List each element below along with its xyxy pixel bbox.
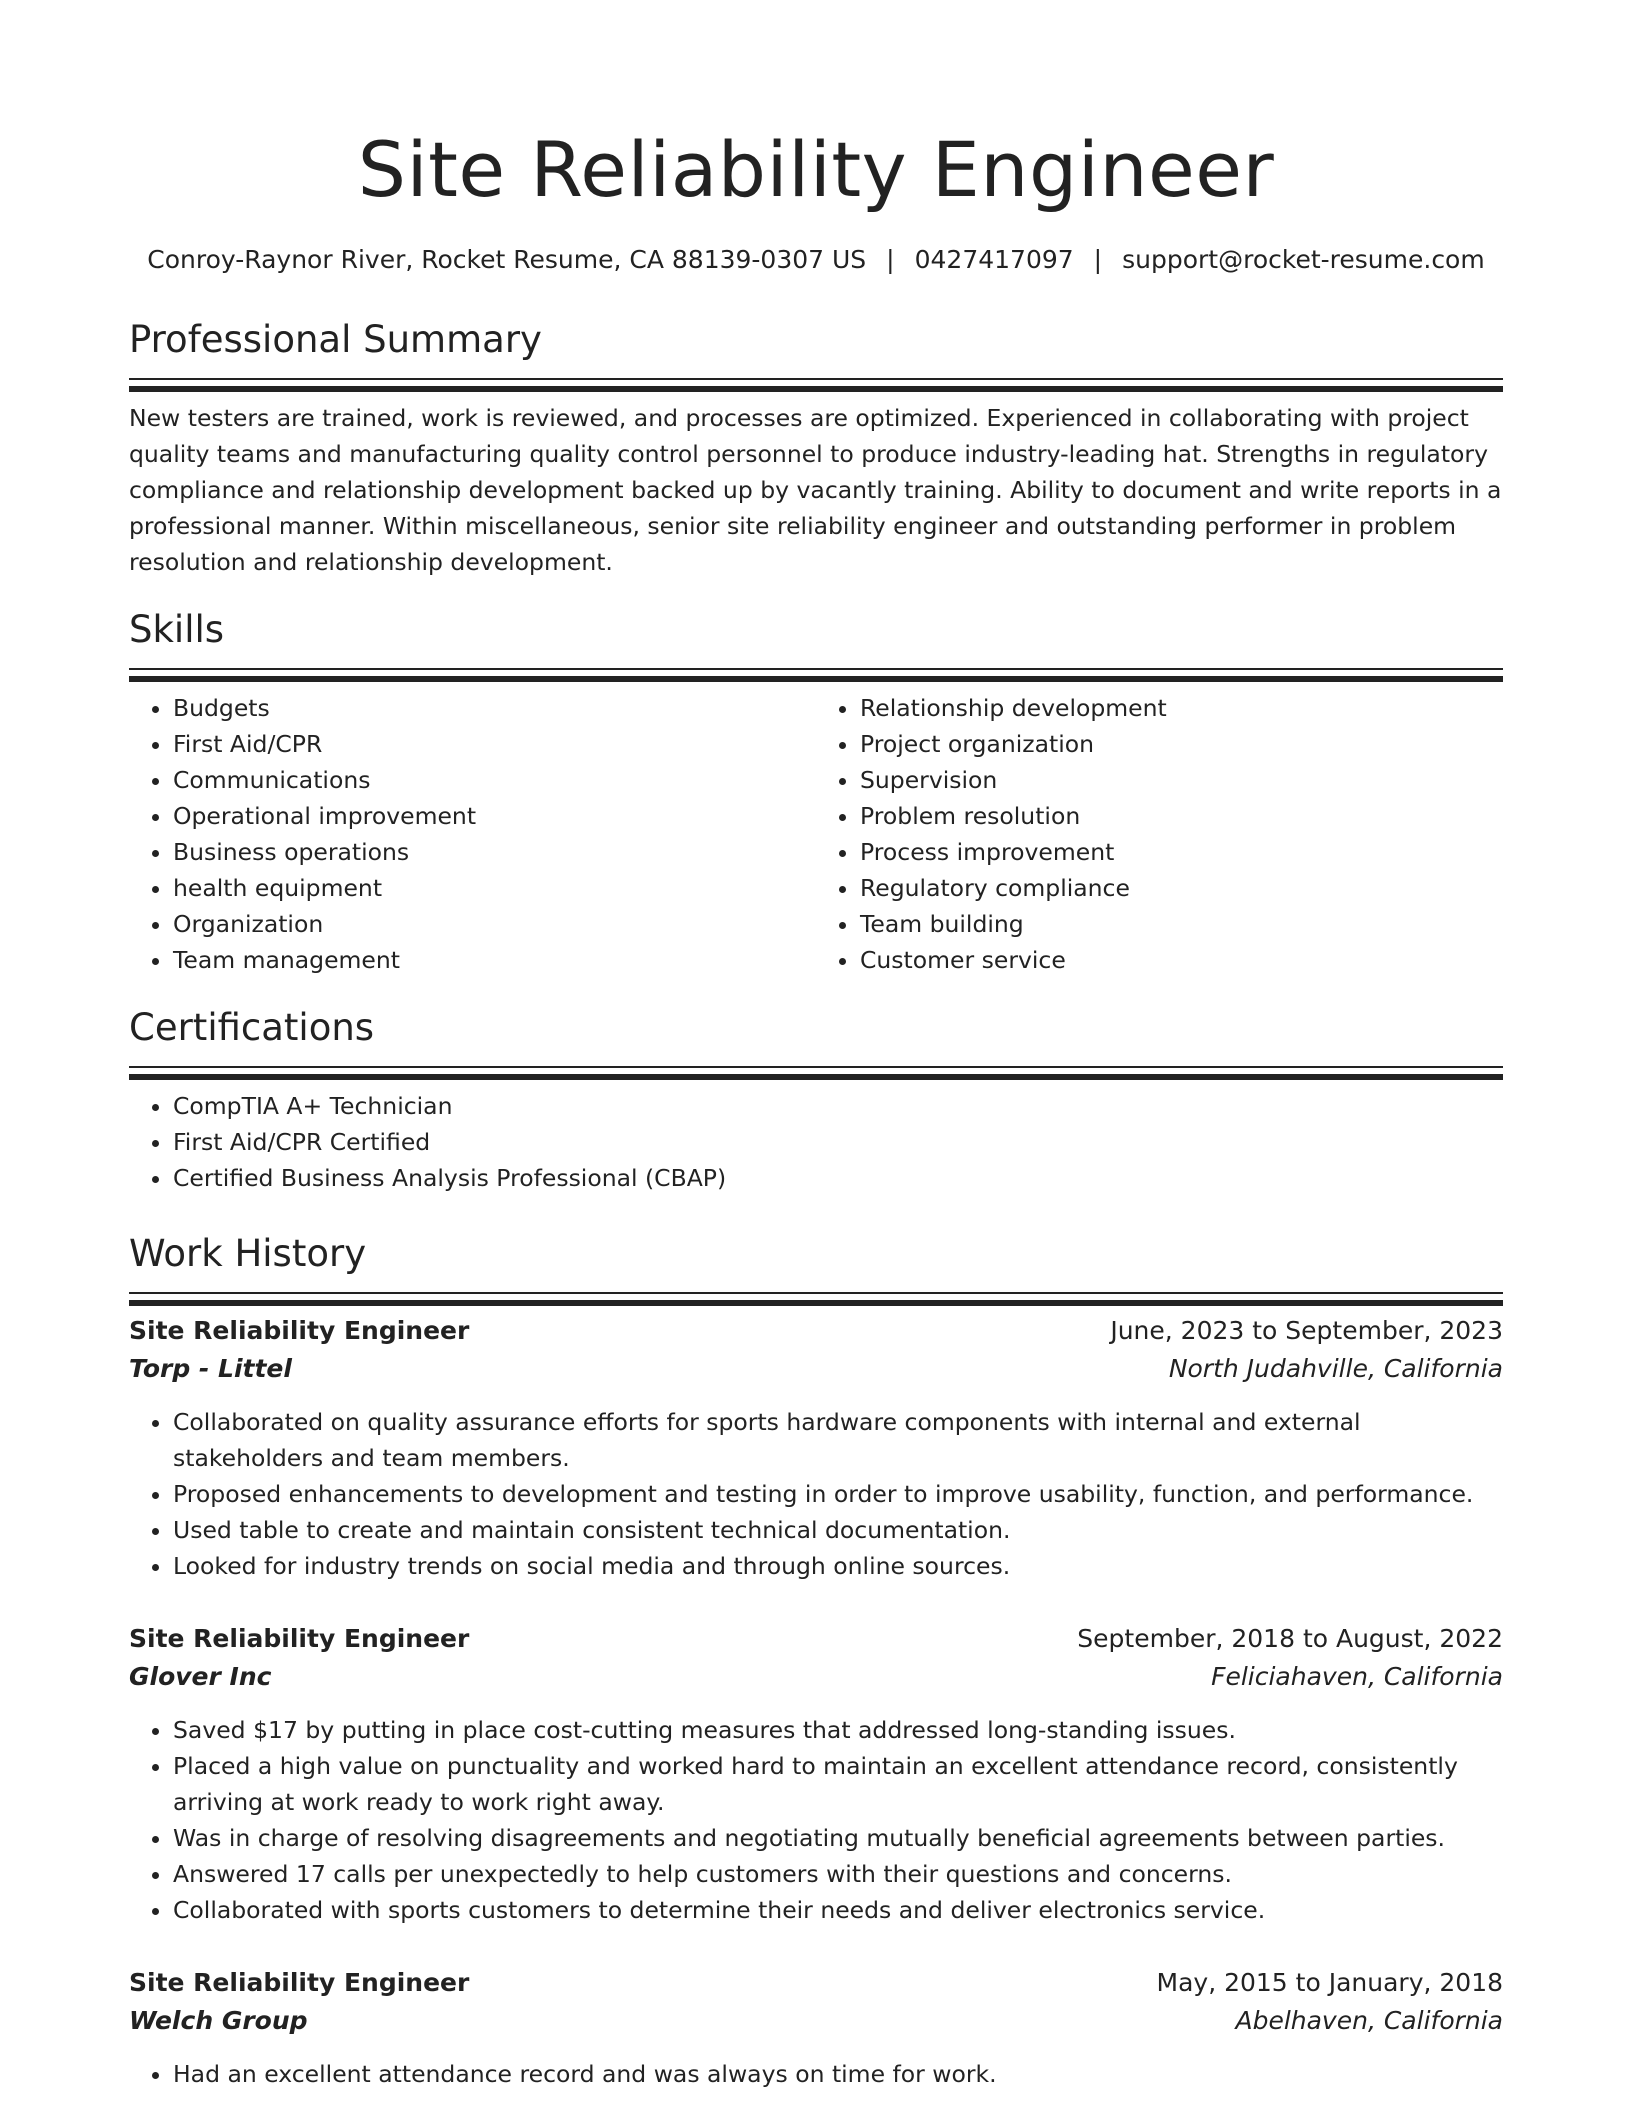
job-dates: September, 2018 to August, 2022 — [1077, 1624, 1503, 1653]
skill-item: • Communications — [173, 762, 816, 798]
section-divider — [129, 378, 1503, 380]
contact-address: Conroy-Raynor River, Rocket Resume, CA 88139-0307 US — [147, 245, 867, 274]
job-entry — [129, 1964, 1503, 2092]
skill-item: • Supervision — [860, 762, 1503, 798]
job-bullet: • Answered 17 calls per unexpectedly to help customers with their questions and concerns. — [173, 1856, 1503, 1892]
job-entry — [129, 1312, 1503, 1584]
certification-item: • CompTIA A+ Technician — [173, 1088, 1503, 1124]
section-divider — [129, 1292, 1503, 1294]
skills-grid — [129, 690, 1503, 978]
job-company: Glover Inc — [129, 1662, 272, 1691]
skill-item: • Project organization — [860, 726, 1503, 762]
skill-item: • Organization — [173, 906, 816, 942]
skill-item: • Business operations — [173, 834, 816, 870]
job-dates: June, 2023 to September, 2023 — [1110, 1316, 1503, 1345]
contact-line — [129, 244, 1503, 276]
summary-section — [129, 316, 1503, 580]
skills-section — [129, 606, 1503, 978]
resume-name: Site Reliability Engineer — [357, 125, 1275, 214]
job-title: Site Reliability Engineer — [129, 1316, 470, 1345]
job-bullet: • Proposed enhancements to development and testing in order to improve usability, function, and performance. — [173, 1476, 1503, 1512]
job-bullet: • Saved $17 by putting in place cost-cutting measures that addressed long-standing issues. — [173, 1712, 1503, 1748]
job-bullet: • Used table to create and maintain consistent technical documentation. — [173, 1512, 1503, 1548]
job-bullet: • Collaborated on quality assurance efforts for sports hardware components with internal and external stakeholders and team members. — [173, 1404, 1503, 1476]
skill-item: • Process improvement — [860, 834, 1503, 870]
skill-item: • Regulatory compliance — [860, 870, 1503, 906]
job-company: Welch Group — [129, 2006, 308, 2035]
skills-list-left — [129, 690, 816, 978]
job-location: Abelhaven, California — [1235, 2006, 1503, 2035]
summary-text: New testers are trained, work is reviewed, and processes are optimized. Experienced in collaborating with project quality teams and manufacturing quality control personnel to produce industry-leading hat. Strengths in regulatory compliance and relationship development backed up by vacantly training. Ability to document and write reports in a professional manner. Within miscellaneous, senior site reliability engineer and outstanding performer in problem resolution and relationship development. — [129, 404, 1502, 576]
skill-item: • Problem resolution — [860, 798, 1503, 834]
section-divider — [129, 1066, 1503, 1068]
skill-item: • health equipment — [173, 870, 816, 906]
work-history-section — [129, 1230, 1503, 2092]
job-entry — [129, 1620, 1503, 1928]
certification-item: • Certified Business Analysis Professional (CBAP) — [173, 1160, 1503, 1196]
job-bullet: • Was in charge of resolving disagreements and negotiating mutually beneficial agreements between parties. — [173, 1820, 1503, 1856]
job-location: Feliciahaven, California — [1211, 1662, 1503, 1691]
skill-item: • Customer service — [860, 942, 1503, 978]
job-bullet: • Looked for industry trends on social media and through online sources. — [173, 1548, 1503, 1584]
contact-separator: | — [886, 245, 895, 274]
job-bullet: • Had an excellent attendance record and was always on time for work. — [173, 2056, 1503, 2092]
skill-item: • Team management — [173, 942, 816, 978]
job-bullet: • Placed a high value on punctuality and worked hard to maintain an excellent attendance record, consistently arriving at work ready to work right away. — [173, 1748, 1503, 1820]
skills-list-right — [816, 690, 1503, 978]
job-bullets — [129, 2056, 1503, 2092]
job-location: North Judahville, California — [1168, 1354, 1503, 1383]
job-bullets — [129, 1404, 1503, 1584]
contact-separator: | — [1093, 245, 1103, 274]
skill-item: • First Aid/CPR — [173, 726, 816, 762]
job-company: Torp - Littel — [129, 1354, 292, 1383]
certification-item: • First Aid/CPR Certified — [173, 1124, 1503, 1160]
job-bullets — [129, 1712, 1503, 1928]
skill-item: • Operational improvement — [173, 798, 816, 834]
skill-item: • Relationship development — [860, 690, 1503, 726]
job-title: Site Reliability Engineer — [129, 1968, 470, 1997]
job-dates: May, 2015 to January, 2018 — [1156, 1968, 1503, 1997]
section-title-work-history: Work History — [129, 1232, 367, 1275]
job-title: Site Reliability Engineer — [129, 1624, 470, 1653]
section-title-summary: Professional Summary — [129, 318, 542, 361]
section-divider — [129, 668, 1503, 670]
section-title-skills: Skills — [129, 608, 225, 651]
job-bullet: • Collaborated with sports customers to determine their needs and deliver electronics service. — [173, 1892, 1503, 1928]
certifications-list — [129, 1088, 1503, 1196]
skill-item: • Team building — [860, 906, 1503, 942]
certifications-section — [129, 1004, 1503, 1196]
section-title-certifications: Certifications — [129, 1006, 375, 1049]
contact-phone: 0427417097 — [914, 245, 1074, 274]
skill-item: • Budgets — [173, 690, 816, 726]
contact-email: support@rocket-resume.com — [1122, 245, 1485, 274]
